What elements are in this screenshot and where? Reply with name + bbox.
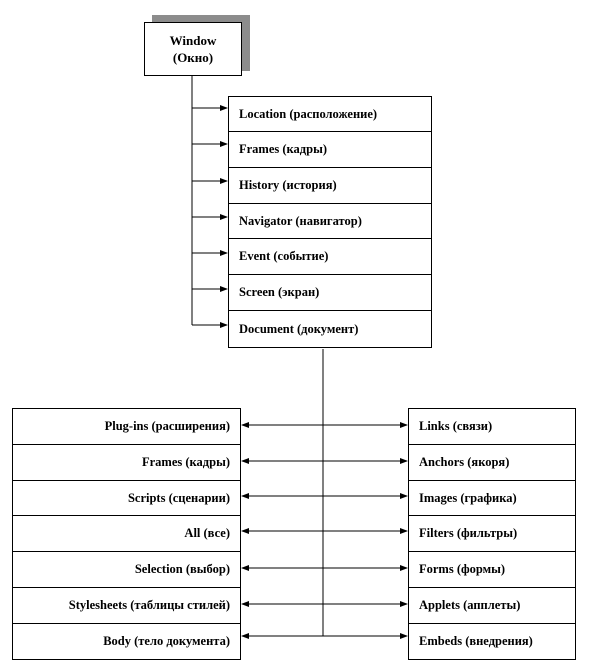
document-right-links: Links (связи) [408,408,576,445]
window-child-frames: Frames (кадры) [228,131,432,168]
document-left-list [12,408,241,660]
window-child-screen: Screen (экран) [228,274,432,311]
window-child-document: Document (документ) [228,310,432,348]
document-left-stylesheets: Stylesheets (таблицы стилей) [12,587,241,624]
document-left-plugins: Plug-ins (расширения) [12,408,241,445]
document-left-frames: Frames (кадры) [12,444,241,481]
document-left-selection: Selection (выбор) [12,551,241,588]
document-right-forms: Forms (формы) [408,551,576,588]
document-right-filters: Filters (фильтры) [408,515,576,552]
document-right-embeds: Embeds (внедрения) [408,623,576,660]
window-box [144,22,242,76]
window-child-history: History (история) [228,167,432,204]
window-child-location: Location (расположение) [228,96,432,132]
document-right-images: Images (графика) [408,480,576,516]
document-left-all: All (все) [12,515,241,552]
window-subtitle: (Окно) [172,50,214,65]
window-child-navigator: Navigator (навигатор) [228,203,432,239]
document-right-list [408,408,576,660]
document-right-anchors: Anchors (якоря) [408,444,576,481]
document-left-scripts: Scripts (сценарии) [12,480,241,516]
window-child-event: Event (событие) [228,238,432,275]
window-title: Window [169,33,217,48]
document-left-body: Body (тело документа) [12,623,241,660]
window-children-list [228,96,432,349]
document-right-applets: Applets (апплеты) [408,587,576,624]
